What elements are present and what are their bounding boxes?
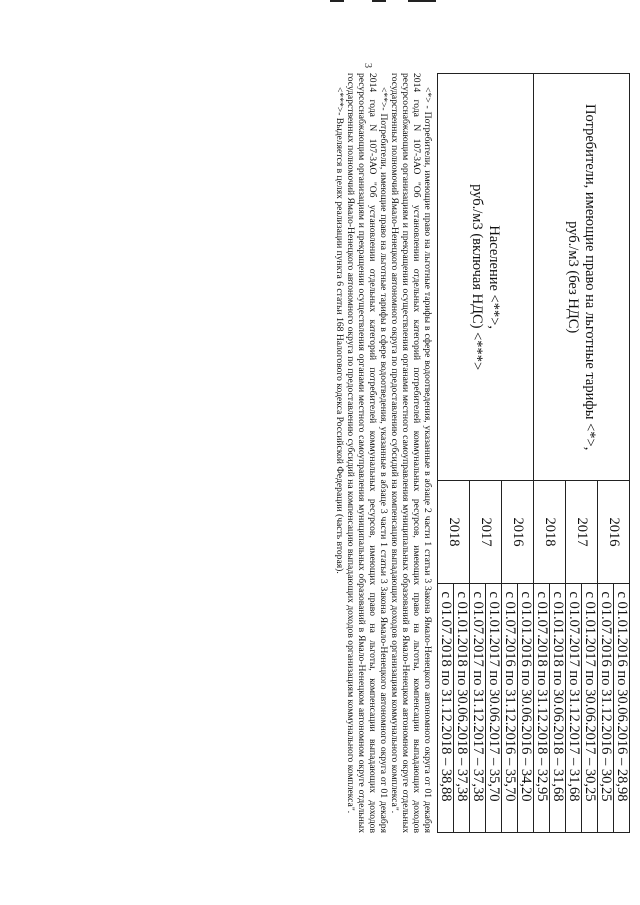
year-cell: 2016 <box>598 481 630 583</box>
consumer-category-cell <box>534 74 630 481</box>
tariff-period-cell: с 01.07.2018 по 31.12.2018 – 38,88 <box>438 583 454 833</box>
footnote-2: <**>- Потребители, имеющие право на льготные тарифы в сфере водоотведения, указанные в абзаце 3 части 1 статьи 3 Закона Ямало-Ненецкого автономного округа от 01 декабря 2014 года N 107-ЗАО "Об установлении отдельных категорий потребителей коммунальных ресурсов, имеющих право на льготы, компенсации выпадающих доходов ресурсоснабжающим организациям и прекращении осуществления органами местного самоуправления муниципальных образований в Ямало-Ненецком автономном округе отдельных государственных полномочий Ямало-Ненецкого автономного округа по предоставлению субсидий на компенсацию выпадающих доходов организациям коммунального комплекса". <box>345 73 389 833</box>
year-cell: 2017 <box>470 481 502 583</box>
consumer-category-unit: руб./м3 (включая НДС) <***> <box>469 184 486 371</box>
year-cell: 2016 <box>502 481 534 583</box>
consumer-category-unit: руб./м3 (без НДС) <box>565 221 582 334</box>
tariff-table <box>437 73 630 833</box>
tariff-period-cell: с 01.07.2016 по 31.12.2016 – 30,25 <box>598 583 614 833</box>
scan-mark <box>372 0 386 2</box>
tariff-period-cell: с 01.07.2018 по 31.12.2018 – 32,95 <box>534 583 550 833</box>
tariff-period-cell: с 01.01.2017 по 30.06.2017 – 30,25 <box>582 583 598 833</box>
tariff-period-cell: с 01.07.2016 по 31.12.2016 – 35,70 <box>502 583 518 833</box>
tariff-period-cell: с 01.07.2017 по 31.12.2017 – 37,38 <box>470 583 486 833</box>
consumer-category-line: Потребители, имеющие право на льготные тарифы <*>, <box>582 104 599 451</box>
tariff-period-cell: с 01.01.2016 по 30.06.2016 – 34,20 <box>518 583 534 833</box>
tariff-period-cell: с 01.01.2018 по 30.06.2018 – 37,38 <box>454 583 470 833</box>
table-row <box>518 74 534 833</box>
scan-mark <box>408 0 436 2</box>
consumer-category-line: Население <**>, <box>486 225 503 330</box>
page-number: 3 <box>362 63 373 68</box>
tariff-period-cell: с 01.07.2017 по 31.12.2017 – 31,68 <box>566 583 582 833</box>
consumer-category-cell <box>438 74 534 481</box>
scan-mark <box>330 0 344 2</box>
footnote-1: <*> - Потребители, имеющие право на льготные тарифы в сфере водоотведения, указанные в абзаце 2 части 1 статьи 3 Закона Ямало-Ненецкого автономного округа от 01 декабря 2014 года N 107-ЗАО "Об установлении отдельных категорий потребителей коммунальных ресурсов, имеющих право на льготы, компенсации выпадающих доходов ресурсоснабжающим организациям и прекращении осуществления органами местного самоуправления муниципальных образований в Ямало-Ненецком автономном округе отдельных государственных полномочий Ямало-Ненецкого автономного округа по предоставлению субсидий на компенсацию выпадающих доходов организациям коммунального комплекса". <box>389 73 433 833</box>
table-row <box>614 74 630 833</box>
year-cell: 2018 <box>534 481 566 583</box>
tariff-period-cell: с 01.01.2018 по 30.06.2018 – 31,68 <box>550 583 566 833</box>
rotated-content <box>230 48 630 858</box>
footnote-3: <***>- Выделяется в целях реализации пункта 6 статьи 168 Налогового кодекса Российской Федерации (часть вторая). <box>334 87 345 574</box>
year-cell: 2018 <box>438 481 470 583</box>
tariff-period-cell: с 01.01.2016 по 30.06.2016 – 28,98 <box>614 583 630 833</box>
footnotes <box>334 73 433 833</box>
tariff-period-cell: с 01.01.2017 по 30.06.2017 – 35,70 <box>486 583 502 833</box>
year-cell: 2017 <box>566 481 598 583</box>
